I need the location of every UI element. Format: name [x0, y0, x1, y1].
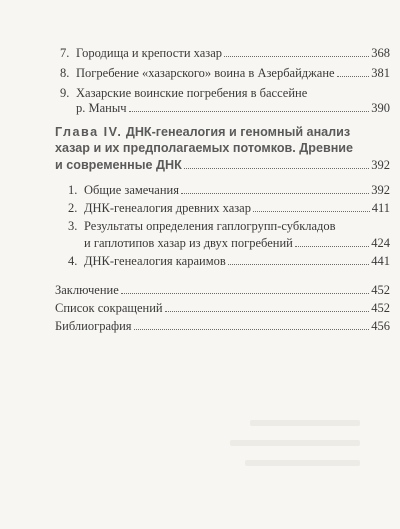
- entry-title: ДНК-генеалогия караимов: [84, 254, 226, 268]
- page-number: 390: [371, 101, 390, 115]
- entry-number: 3.: [68, 219, 78, 233]
- toc-entry: [55, 300, 390, 316]
- entry-title: Погребение «хазарского» воина в Азербайджане: [76, 66, 335, 80]
- chapter-heading: [55, 125, 355, 141]
- entry-title: Заключение: [55, 283, 119, 297]
- entry-title: Библиография: [55, 319, 132, 333]
- page-number: 456: [371, 319, 390, 333]
- page-number: 452: [371, 301, 390, 315]
- leader-dots: [129, 111, 370, 112]
- toc-entry: [68, 253, 390, 269]
- entry-number: 1.: [68, 183, 78, 197]
- show-through-text: [245, 460, 360, 466]
- entry-title: и гаплотипов хазар из двух погребений: [84, 236, 293, 250]
- toc-entry-continuation: [76, 100, 390, 116]
- page-number: 441: [371, 254, 390, 268]
- entry-title: р. Маныч: [76, 101, 127, 115]
- toc-entry: [68, 182, 390, 198]
- leader-dots: [228, 264, 369, 265]
- entry-number: 8.: [60, 66, 70, 80]
- page-number: 452: [371, 283, 390, 297]
- entry-number: 7.: [60, 46, 70, 60]
- leader-dots: [253, 211, 370, 212]
- leader-dots: [184, 168, 369, 169]
- toc-entry: [68, 200, 390, 216]
- page-number: 411: [371, 201, 390, 215]
- entry-title: Общие замечания: [84, 183, 179, 197]
- entry-title: Городища и крепости хазар: [76, 46, 222, 60]
- toc-entry: [55, 318, 390, 334]
- chapter-heading-last-line: [55, 157, 390, 173]
- chapter-heading-line: [55, 141, 355, 157]
- chapter-title-line3: и современные ДНК: [55, 158, 182, 172]
- page-number: 381: [371, 66, 390, 80]
- page-number: 392: [371, 158, 390, 172]
- leader-dots: [165, 311, 370, 312]
- leader-dots: [224, 56, 369, 57]
- entry-number: 4.: [68, 254, 78, 268]
- leader-dots: [295, 246, 369, 247]
- show-through-text: [230, 440, 360, 446]
- toc-entry-continuation: [84, 235, 390, 251]
- entry-title: ДНК-генеалогия древних хазар: [84, 201, 251, 215]
- entry-title: Список сокращений: [55, 301, 163, 315]
- chapter-title-line2: хазар и их предполагаемых потомков. Древние: [55, 141, 354, 155]
- entry-title: Хазарские воинские погребения в бассейне: [76, 86, 308, 100]
- page-number: 424: [371, 236, 390, 250]
- entry-number: 9.: [60, 86, 70, 100]
- toc-entry: [60, 85, 390, 101]
- chapter-title-line1: ДНК-генеалогия и геномный анализ: [125, 125, 351, 139]
- page-number: 368: [371, 46, 390, 60]
- show-through-text: [250, 420, 360, 426]
- leader-dots: [181, 193, 369, 194]
- entry-number: 2.: [68, 201, 78, 215]
- toc-entry: [60, 45, 390, 61]
- toc-entry: [68, 218, 390, 234]
- leader-dots: [337, 76, 370, 77]
- toc-entry: [60, 65, 390, 81]
- toc-entry: [55, 282, 390, 298]
- leader-dots: [134, 329, 370, 330]
- page-number: 392: [371, 183, 390, 197]
- entry-title: Результаты определения гаплогрупп-субкладов: [84, 219, 336, 233]
- chapter-label: Глава IV.: [55, 125, 123, 139]
- leader-dots: [121, 293, 370, 294]
